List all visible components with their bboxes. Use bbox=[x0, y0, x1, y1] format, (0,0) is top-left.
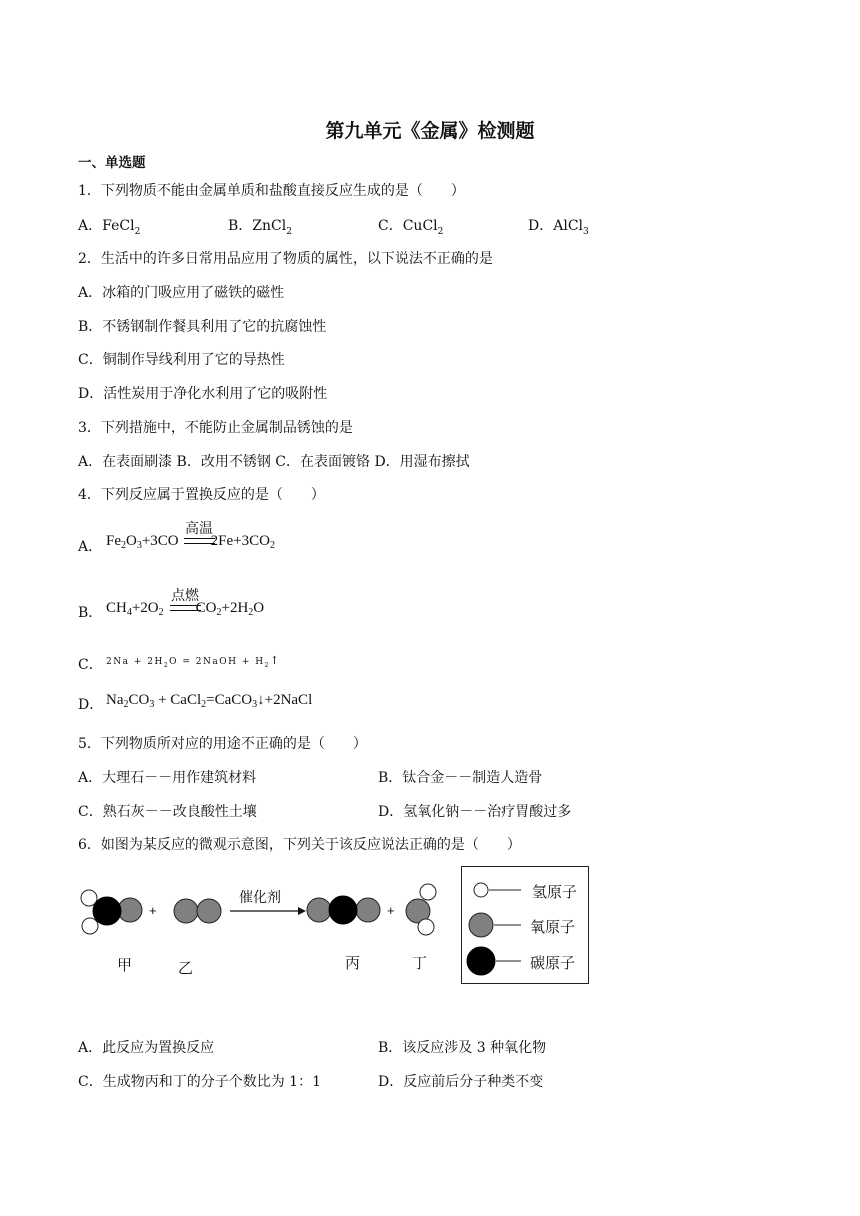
arrow-head-icon bbox=[298, 907, 306, 915]
label-bing: 丙 bbox=[345, 954, 361, 972]
question-1-stem: 1．下列物质不能由金属单质和盐酸直接反应生成的是（ ） bbox=[78, 183, 465, 199]
q1-option-a: A．FeCl$_2$ bbox=[78, 218, 141, 237]
carbon-atom-icon bbox=[467, 947, 495, 975]
q4-equation-a: $Fe_2O_3+3CO$ $2Fe+3CO_2$ bbox=[106, 533, 275, 551]
q5-option-b: B．钛合金－－制造人造骨 bbox=[378, 770, 543, 786]
q4-a-equals-sign bbox=[184, 538, 215, 544]
question-3-stem: 3．下列措施中，不能防止金属制品锈蚀的是 bbox=[78, 420, 353, 436]
q5-option-a: A．大理石－－用作建筑材料 bbox=[78, 770, 257, 786]
q4-b-equals-sign bbox=[170, 605, 201, 611]
label-jia: 甲 bbox=[117, 956, 133, 974]
catalyst-label: 催化剂 bbox=[239, 890, 281, 906]
question-4-stem: 4．下列反应属于置换反应的是（ ） bbox=[78, 487, 325, 503]
q4-equation-b: $CH_4+2O_2$ $CO_2+2H_2O$ bbox=[106, 600, 265, 618]
question-6-stem: 6．如图为某反应的微观示意图，下列关于该反应说法正确的是（ ） bbox=[78, 837, 521, 853]
legend-carbon: 碳原子 bbox=[530, 954, 576, 972]
q4-equation-d: $Na_2CO_3$ + CaCl$_2$=CaCO$_3$↓+2NaCl bbox=[106, 692, 313, 710]
q4-option-b-label: B． bbox=[78, 605, 103, 621]
section-heading: 一、单选题 bbox=[78, 155, 146, 171]
q4-b-condition: 点燃 bbox=[171, 588, 199, 604]
legend-oxygen: 氧原子 bbox=[530, 918, 576, 936]
q2-option-c: C．铜制作导线利用了它的导热性 bbox=[78, 352, 285, 368]
question-2-stem: 2．生活中的许多日常用品应用了物质的属性，以下说法不正确的是 bbox=[78, 251, 493, 267]
q6-option-b: B．该反应涉及 3 种氧化物 bbox=[378, 1040, 547, 1056]
q6-option-a: A．此反应为置换反应 bbox=[78, 1040, 215, 1056]
q5-option-c: C．熟石灰－－改良酸性土壤 bbox=[78, 804, 257, 820]
label-ding: 丁 bbox=[412, 954, 428, 972]
plus-sign-1: + bbox=[149, 903, 157, 918]
plus-sign-2: + bbox=[387, 903, 395, 918]
q1-option-c: C．CuCl$_2$ bbox=[378, 218, 444, 237]
q2-option-d: D．活性炭用于净化水利用了它的吸附性 bbox=[78, 386, 328, 402]
q6-option-d: D．反应前后分子种类不变 bbox=[378, 1074, 544, 1090]
q4-equation-c: $2Na + 2H_2O$ = 2NaOH + $H_2↑$ bbox=[106, 654, 280, 669]
molecule-ding bbox=[406, 884, 436, 935]
question-5-stem: 5．下列物质所对应的用途不正确的是（ ） bbox=[78, 736, 367, 752]
q4-option-d-label: D． bbox=[78, 697, 104, 713]
q4-a-condition: 高温 bbox=[185, 521, 213, 537]
hydrogen-atom-icon bbox=[474, 883, 488, 897]
label-yi: 乙 bbox=[178, 959, 194, 977]
molecule-bing bbox=[307, 896, 380, 924]
molecule-jia bbox=[81, 890, 142, 934]
q1-option-b: B．ZnCl$_2$ bbox=[228, 218, 292, 237]
q3-options: A．在表面刷漆 B．改用不锈钢 C．在表面镀铬 D．用湿布擦拭 bbox=[78, 454, 470, 470]
q5-option-d: D．氢氧化钠－－治疗胃酸过多 bbox=[378, 804, 572, 820]
q4-option-a-label: A． bbox=[78, 539, 103, 555]
legend-hydrogen: 氢原子 bbox=[532, 883, 578, 901]
q2-option-a: A．冰箱的门吸应用了磁铁的磁性 bbox=[78, 285, 285, 301]
page-title: 第九单元《金属》检测题 bbox=[325, 120, 535, 142]
q2-option-b: B．不锈钢制作餐具利用了它的抗腐蚀性 bbox=[78, 319, 327, 335]
molecule-yi bbox=[174, 899, 221, 923]
oxygen-atom-icon bbox=[469, 913, 493, 937]
q1-option-d: D．AlCl$_3$ bbox=[528, 218, 589, 237]
q6-option-c: C．生成物丙和丁的分子个数比为 1：1 bbox=[78, 1074, 321, 1090]
q4-option-c-label: C． bbox=[78, 657, 103, 673]
